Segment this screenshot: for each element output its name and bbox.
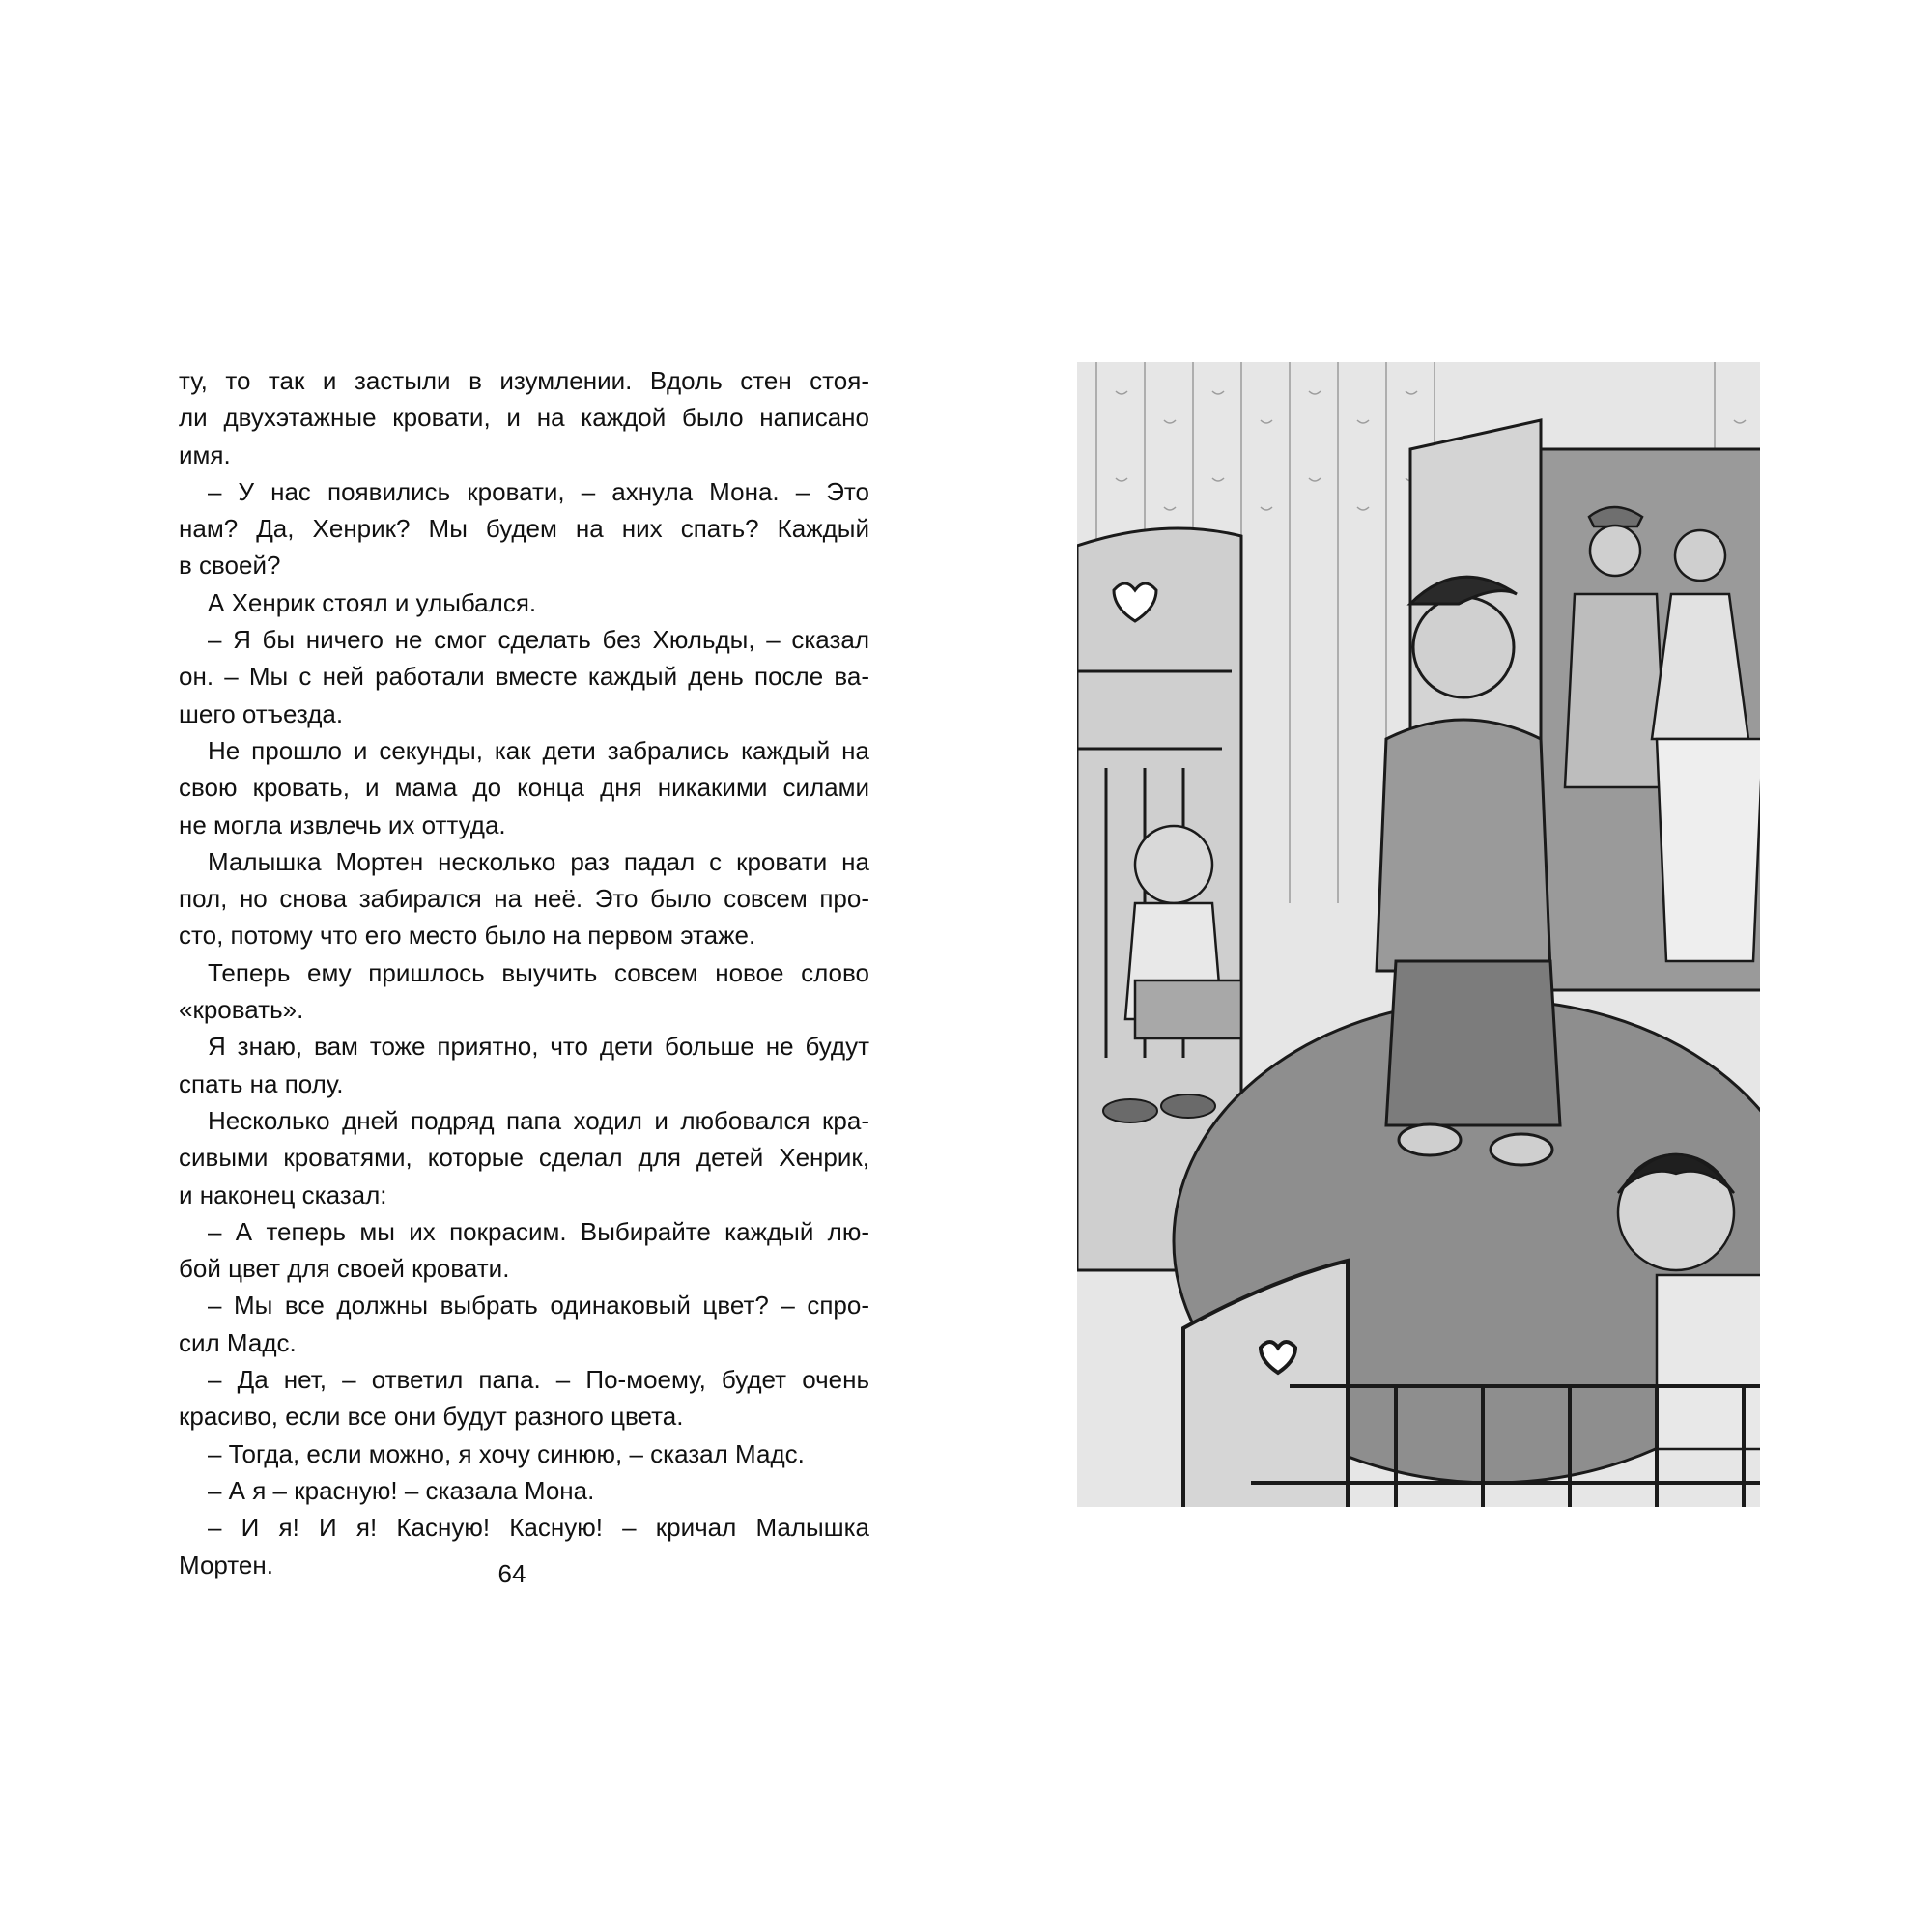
text-line: Мортен.	[179, 1549, 273, 1579]
text-line: – Мы все должны выбрать одинаковый цвет? – спро-	[208, 1291, 869, 1321]
text-line: спать на полу.	[179, 1068, 344, 1098]
text-line: пол, но снова забирался на неё. Это было совсем про-	[179, 884, 869, 914]
text-line: – Тогда, если можно, я хочу синюю, – сказал Мадс.	[208, 1438, 805, 1468]
text-line: Малышка Мортен несколько раз падал с кровати на	[208, 846, 869, 876]
text-line: свою кровать, и мама до конца дня никакими силами	[179, 773, 869, 803]
text-line: Не прошло и секунды, как дети забрались каждый на	[208, 735, 869, 765]
page-number: 64	[497, 1559, 526, 1588]
text-line: сивыми кроватями, которые сделал для детей Хенрик,	[179, 1143, 869, 1173]
text-line: ли двухэтажные кровати, и на каждой было написано	[179, 403, 869, 433]
text-line: сто, потому что его место было на первом этаже.	[179, 921, 756, 951]
text-line: – А теперь мы их покрасим. Выбирайте каждый лю-	[208, 1216, 869, 1246]
illustration	[1077, 362, 1760, 1507]
text-line: бой цвет для своей кровати.	[179, 1254, 510, 1284]
text-line: «кровать».	[179, 995, 304, 1025]
text-line: он. – Мы с ней работали вместе каждый день после ва-	[179, 662, 869, 692]
text-line: – И я! И я! Касную! Касную! – кричал Малышка	[208, 1513, 869, 1543]
text-line: ту, то так и застыли в изумлении. Вдоль стен стоя-	[179, 366, 869, 395]
text-line: А Хенрик стоял и улыбался.	[208, 587, 537, 617]
text-line: в своей?	[179, 551, 281, 581]
text-line: шего отъезда.	[179, 698, 344, 728]
text-line: не могла извлечь их оттуда.	[179, 810, 506, 839]
text-line: Я знаю, вам тоже приятно, что дети больше не будут	[208, 1032, 869, 1062]
text-line: – Да нет, – ответил папа. – По-моему, будет очень	[208, 1365, 869, 1395]
text-line: Несколько дней подряд папа ходил и любовался кра-	[208, 1105, 869, 1135]
text-line: красиво, если все они будут разного цвета.	[179, 1402, 684, 1432]
text-line: имя.	[179, 440, 231, 469]
text-line: Теперь ему пришлось выучить совсем новое слово	[208, 957, 869, 987]
text-line: сил Мадс.	[179, 1327, 297, 1357]
text-line: и наконец сказал:	[179, 1179, 387, 1209]
text-line: – Я бы ничего не смог сделать без Хюльды, – сказал	[208, 625, 869, 655]
text-line: нам? Да, Хенрик? Мы будем на них спать? Каждый	[179, 514, 869, 544]
illustration-drawing	[1077, 362, 1760, 1507]
text-line: – У нас появились кровати, – ахнула Мона. – Это	[208, 476, 869, 506]
page-text	[179, 362, 869, 1583]
text-line: – А я – красную! – сказала Мона.	[208, 1475, 595, 1505]
